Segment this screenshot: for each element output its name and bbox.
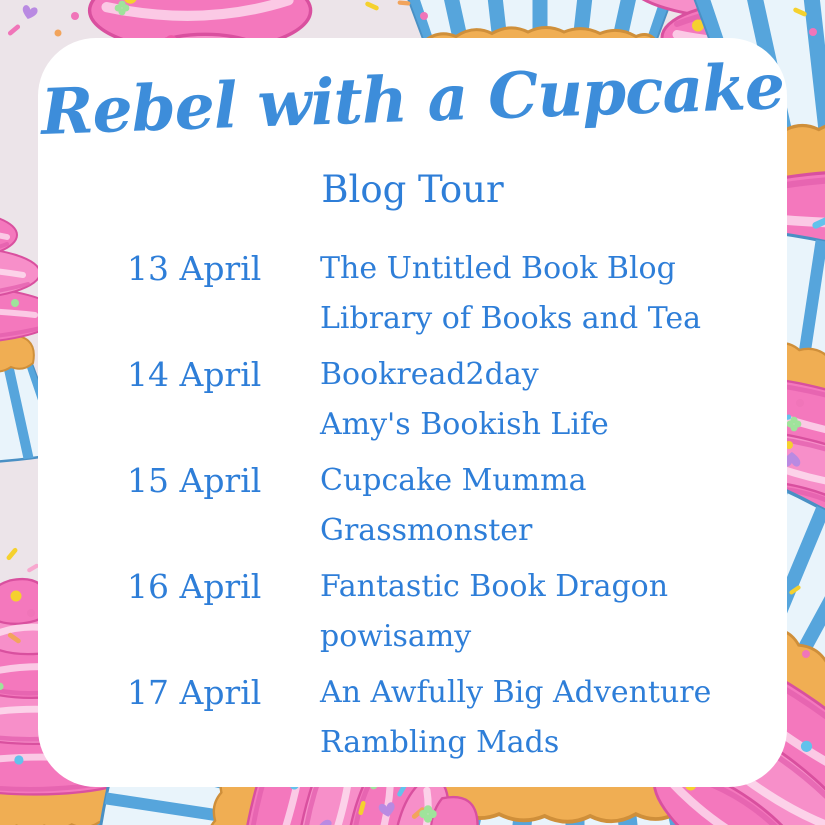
tour-date: 17 April: [127, 673, 262, 712]
blog-name: Amy's Bookish Life: [320, 407, 609, 442]
blog-list: [320, 456, 586, 556]
schedule-row: [127, 668, 757, 774]
blog-list: [320, 350, 609, 450]
blog-name: Library of Books and Tea: [320, 301, 702, 336]
book-title: Rebel with a Cupcake: [39, 49, 786, 149]
blog-name: The Untitled Book Blog: [320, 251, 676, 286]
tour-date: 16 April: [127, 567, 262, 606]
tour-date: 14 April: [127, 355, 262, 394]
schedule-row: [127, 562, 757, 668]
schedule-row: [127, 456, 757, 562]
blog-name: Cupcake Mumma: [320, 463, 587, 498]
tour-date: 13 April: [127, 249, 262, 288]
tour-date: 15 April: [127, 461, 262, 500]
schedule-row: [127, 244, 757, 350]
poster-subtitle: Blog Tour: [321, 168, 504, 211]
blog-name: Rambling Mads: [320, 725, 560, 760]
blog-name: An Awfully Big Adventure: [320, 675, 712, 710]
blog-name: powisamy: [320, 619, 472, 654]
blog-name: Bookread2day: [320, 357, 539, 392]
blog-name: Grassmonster: [320, 513, 533, 548]
schedule-row: [127, 350, 757, 456]
content-card: [38, 38, 787, 787]
tour-schedule: [127, 244, 757, 774]
blog-list: [320, 562, 668, 662]
blog-list: [320, 668, 711, 768]
blog-list: [320, 244, 701, 344]
blog-name: Fantastic Book Dragon: [320, 569, 669, 604]
